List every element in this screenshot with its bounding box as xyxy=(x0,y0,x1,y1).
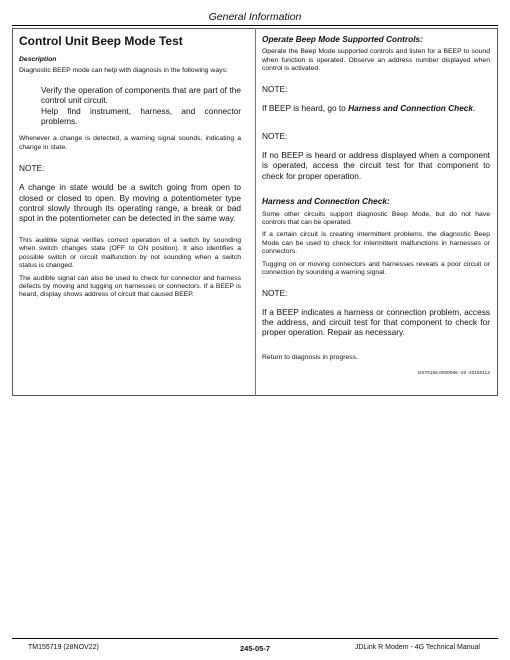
intro-text: Diagnostic BEEP mode can help with diagnosis in the following ways: xyxy=(19,67,228,75)
harness-paragraph: Some other circuits support diagnostic Beep Mode, but do not have controls that can be operated. xyxy=(262,210,490,227)
note-text-end: . xyxy=(473,102,476,113)
harness-paragraph: Tugging on or moving connectors and harnesses reveals a poor circuit or connection by sounding a warning signal. xyxy=(262,260,490,277)
audible-signal-paragraph: This audible signal verifies correct operation of a switch by sounding when switch changes state (OFF to ON position). It also identifies a possible switch or circuit malfunction by not sounding when a switch status is changed. xyxy=(19,236,241,270)
footer-manual-title: JDLink R Modem - 4G Technical Manual xyxy=(354,644,480,651)
connector-check-paragraph: The audible signal can also be used to check for connector and harness defects by moving and tugging on harnesses or connectors. If a BEEP is heard, display shows address of circuit that caused BEEP. xyxy=(19,274,241,299)
note-label: NOTE: xyxy=(19,163,45,174)
note-text xyxy=(262,103,490,113)
bullet-item: Help find instrument, harness, and connector problems. xyxy=(41,105,241,127)
bullet-item: Verify the operation of components that are part of the control unit circuit. xyxy=(41,84,241,106)
harness-heading: Harness and Connection Check: xyxy=(262,196,390,207)
description-heading: Description xyxy=(19,56,57,63)
footer-rule xyxy=(12,638,498,639)
page-header-title: General Information xyxy=(208,11,302,23)
harness-paragraph: If a certain circuit is creating intermittent problems, the diagnostic Beep Mode can be used to check for intermittent malfunctions in harnesses or connectors. xyxy=(262,231,490,256)
note-text: If a BEEP indicates a harness or connection problem, access the address, and circuit test for that component to check for proper operation. Repair as necessary. xyxy=(262,306,490,338)
header-rule xyxy=(12,25,498,26)
return-to-diagnosis-link[interactable]: Return to diagnosis in progress. xyxy=(262,353,358,361)
note-label: NOTE: xyxy=(262,83,288,94)
section-title: Control Unit Beep Mode Test xyxy=(19,34,183,48)
note-label: NOTE: xyxy=(262,287,288,298)
note-text: A change in state would be a switch going from open to closed or closed to open. By moving a potentiometer type control slowly through its operating range, a break or bad spot in the potentiometer can be detected in the same way. xyxy=(19,182,241,224)
harness-check-reference: Harness and Connection Check xyxy=(348,102,474,113)
left-column xyxy=(19,34,241,300)
footer-manual-id: TM155719 (28NOV22) xyxy=(28,644,99,651)
note-label: NOTE: xyxy=(262,131,288,142)
note-text-start: If BEEP is heard, go to xyxy=(262,102,349,113)
state-change-text: Whenever a change is detected, a warning signal sounds, indicating a change in state. xyxy=(19,135,241,151)
footer-page-number: 245-05-7 xyxy=(239,644,271,653)
right-column xyxy=(262,34,490,375)
column-separator xyxy=(255,28,256,396)
operate-heading: Operate Beep Mode Supported Controls: xyxy=(262,34,423,44)
operate-paragraph: Operate the Beep Mode supported controls and listen for a BEEP to sound when function is operated. Observe an address number displayed when control is activated. xyxy=(262,48,490,73)
document-reference-code: GS75158,0000086 -19 -20180112 xyxy=(417,370,490,376)
note-text: If no BEEP is heard or address displayed when a component is operated, access the circuit test for that component to check for proper operation. xyxy=(262,150,490,181)
